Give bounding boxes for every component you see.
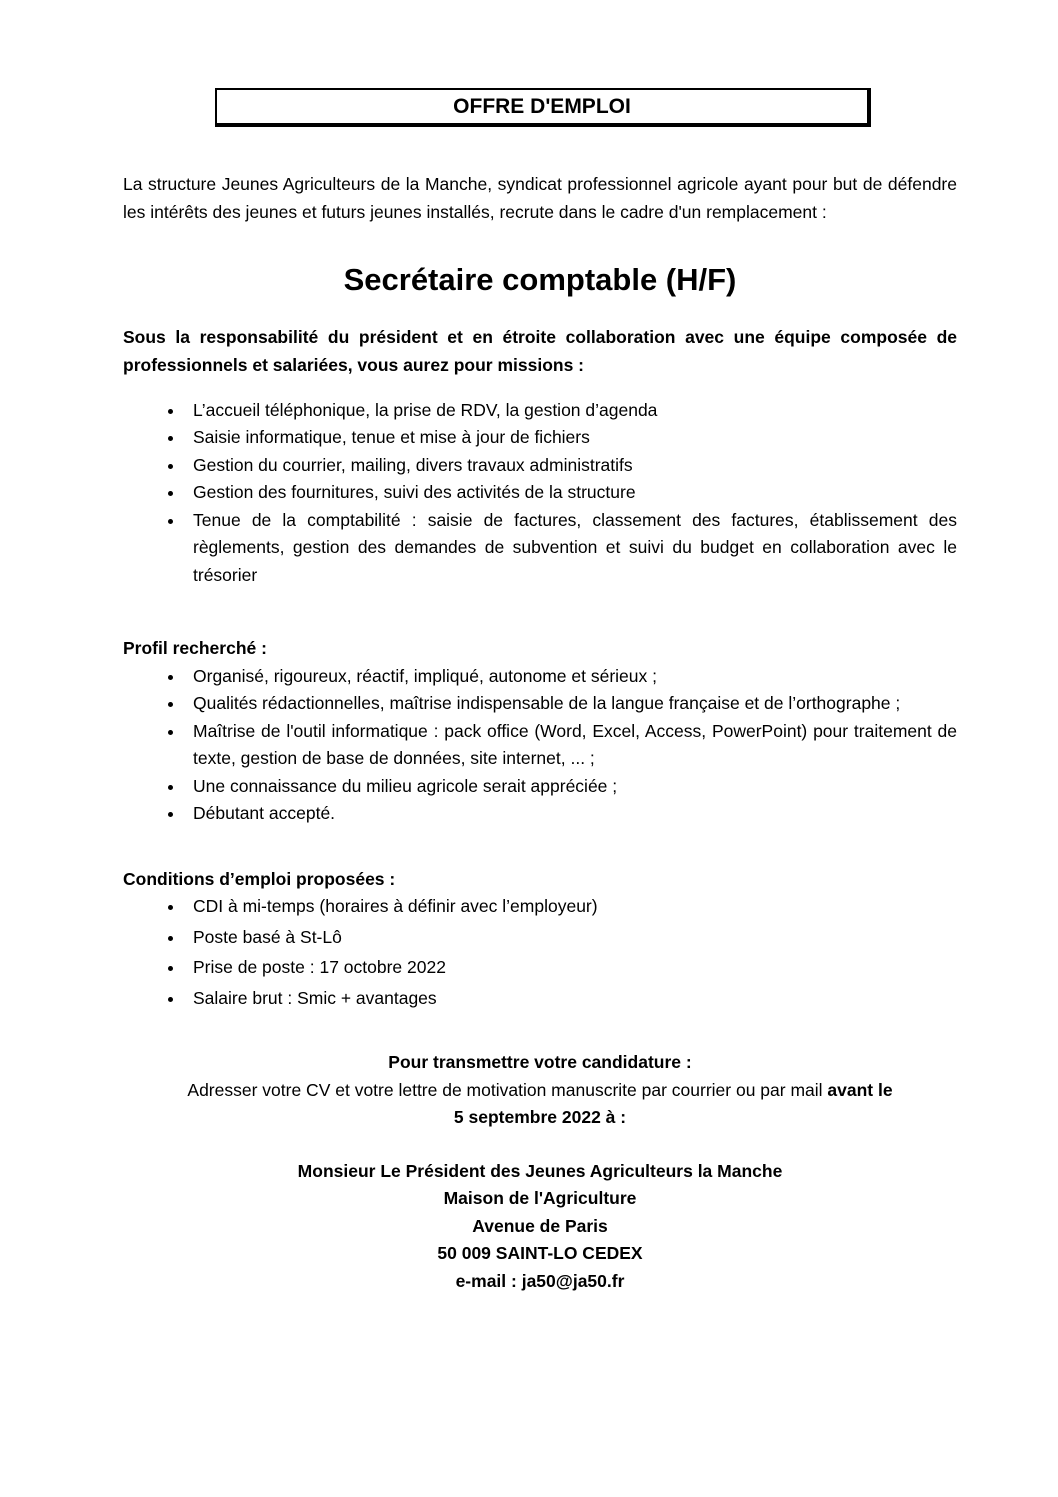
list-item: • Tenue de la comptabilité : saisie de factures, classement des factures, établissement des règlements, gestion des demandes de subvention et suivi du budget en collaboration avec le trésorier [185, 507, 957, 590]
apply-deadline: 5 septembre 2022 à : [453, 1107, 627, 1127]
title-box [215, 88, 871, 127]
address-city: 50 009 SAINT-LO CEDEX [437, 1243, 643, 1263]
list-item: • Gestion du courrier, mailing, divers travaux administratifs [185, 452, 957, 480]
list-item: • Saisie informatique, tenue et mise à jour de fichiers [185, 424, 957, 452]
list-item: • Organisé, rigoureux, réactif, impliqué, autonome et sérieux ; [185, 663, 957, 691]
list-item: • Gestion des fournitures, suivi des activités de la structure [185, 479, 957, 507]
list-item: • L’accueil téléphonique, la prise de RDV, la gestion d’agenda [185, 397, 957, 425]
conditions-heading: Conditions d’emploi proposées : [123, 868, 396, 889]
list-item: • Une connaissance du milieu agricole serait appréciée ; [185, 773, 957, 801]
list-item: • CDI à mi-temps (horaires à définir avec l’employeur) [185, 893, 957, 921]
address-recipient: Monsieur Le Président des Jeunes Agriculteurs la Manche [297, 1160, 783, 1181]
list-item: • Débutant accepté. [185, 800, 957, 828]
profile-heading: Profil recherché : [123, 638, 267, 658]
apply-instructions-text: Adresser votre CV et votre lettre de motivation manuscrite par courrier ou par mail [187, 1079, 828, 1100]
list-item: • Qualités rédactionnelles, maîtrise indispensable de la langue française et de l’orthographe ; [185, 690, 957, 718]
missions-list [123, 397, 957, 590]
conditions-list [123, 893, 957, 1012]
address-block [123, 1158, 957, 1296]
list-item: • Poste basé à St-Lô [185, 924, 957, 952]
job-title: Secrétaire comptable (H/F) [343, 262, 737, 297]
apply-instructions-deadline-intro: avant le [827, 1079, 893, 1100]
list-item: • Salaire brut : Smic + avantages [185, 985, 957, 1013]
document-content [123, 171, 957, 1295]
apply-block [123, 1049, 957, 1132]
address-email: e-mail : ja50@ja50.fr [455, 1270, 625, 1291]
intro-paragraph: La structure Jeunes Agriculteurs de la Manche, syndicat professionnel agricole ayant pour but de défendre les intérêts des jeunes et futurs jeunes installés, recrute dans le cadre d'un remplacement : [123, 174, 957, 222]
address-street: Avenue de Paris [472, 1215, 608, 1236]
list-item: • Maîtrise de l'outil informatique : pack office (Word, Excel, Access, PowerPoint) pour traitement de texte, gestion de base de données, site internet, ... ; [185, 718, 957, 773]
title-box-label: OFFRE D'EMPLOI [453, 95, 631, 118]
missions-intro: Sous la responsabilité du président et en étroite collaboration avec une équipe composée de professionnels et salariées, vous aurez pour missions : [123, 327, 957, 375]
address-building: Maison de l'Agriculture [443, 1188, 637, 1208]
profile-list [123, 663, 957, 828]
apply-instructions [123, 1077, 957, 1105]
list-item: • Prise de poste : 17 octobre 2022 [185, 954, 957, 982]
apply-heading: Pour transmettre votre candidature : [388, 1052, 692, 1072]
